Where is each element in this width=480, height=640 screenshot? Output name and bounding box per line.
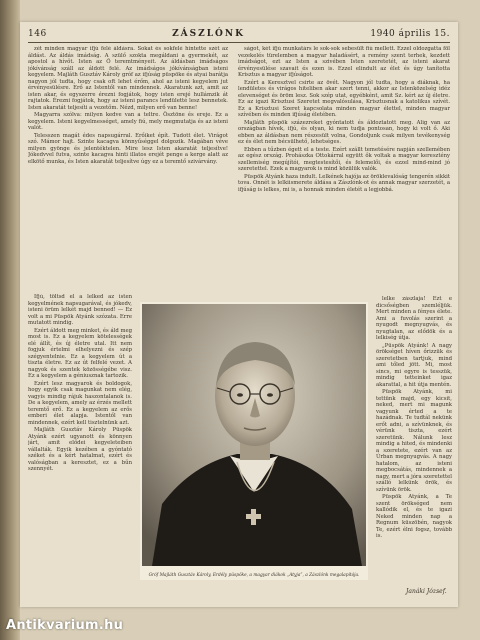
bishop-portrait	[142, 304, 366, 566]
paragraph: Ezért lesz magyarok és boldogok, hogy egyik csak magunkat nem elég, vagyis mindig rájuk haszontalanok is. De a kegyelem, amely az érzés mellett teremtő erő. Ez a kegyelem az erős emberi élet alapja. Istentől van mindennek, ezért kell tisztelnünk azt.	[28, 380, 132, 426]
watermark: Antikvarium.hu	[6, 618, 124, 633]
magazine-page	[20, 22, 458, 607]
paragraph: Püspök Atyánk haza indult. Lelkének hajója az öröklevalóság tengerén sikkit tova. Onnét is lelkiismerete áldása a Zászlónk-ot és annak magyar szerzetét, a ifjúság is lelkes, mi is, a honnak minden életét a legjobbá.	[238, 173, 450, 193]
paragraph: Püspök Atyánk, mi tettünk majd, egy kicsit, neked, mert mi magunk vagyunk érted a te hazádnak. Te tudtál nekünk erőt adni, a szívünknek, és vérünk tiszta, ezért szeretünk. Nálunk lesz mindig a hited, és mindenki a szeretete, ezért van az Úrban megnyugvás. A nagy hatalom, az isteni megbocsátás, mindennek a nagy, mert a jóra szeretettel szálló lelkünk örök, és szívünk örök.	[376, 389, 452, 493]
paragraph: Ezért a Keresztvel csirte az övét. Nagyon jól tudta, hogy a diáknak, ha lendületes és virágos hiteliben akar szert tenni, akkor az Istenközelség idéz elevenséget és öröm lesz. Sok szép utat, egyébként, amit Sz. kért az új életre. Ez az igazi Krisztusi Szeretet megvalósulása, Krisztusnak a katolikus szívét. Ez a Krisztusi Szeret kapcsolata minden magyar élettel, minden magyar szívében és minden ifjúság életében.	[238, 79, 450, 118]
portrait-caption: Gróf Majláth Gusztáv Károly, Erdély püspöke, a magyar diákok „Atyja”, a Zászlónk megalapítója.	[148, 573, 360, 578]
portrait-frame	[140, 302, 368, 580]
book-spine-shadow	[0, 0, 20, 640]
paragraph: Püspök Atyánk, a Te szent örökséged nem kallódik el, és te igazi Neked minden nap a Regnum küszöbén, nagyok Te, ezért élni fogsz, tovább is.	[376, 494, 452, 539]
paragraph: lelke zászlaja! Ezt e dicsőségben szemléljük. Mert minden a fényes élete. Ami a fuvolás szerint a nyugodt megnyugvás, és nyugtalan, az elődök és a lelkiség útja.	[376, 296, 452, 341]
author-signature: Janáki József.	[406, 588, 447, 595]
paragraph: Majláth Gusztáv Károly Püspök Atyánk ezért ugyanott és könnyen járt, amit elődei kegyeleteiben vállalták. Egyik kezében a gyóntató széket és a kért hatalmat, ezért és valóságban a keresztet, ez a bűn szennyét.	[28, 427, 132, 472]
paragraph: Ebben a tűzben égett el a teste. Ezért szállt temetésére napján szellemében az egész ország. Prohászka Ottokárral együtt ők voltak a magyar keresztény szellemiség megújítói, megtestesítői, és felemelői, és ezzel mind-mind jó szeretettel. Ezek a magyarok is mind közülük valók.	[238, 146, 450, 172]
paragraph: Ezért áldott meg minket, és áld meg most is. Ez a kegyelem kötelességek elé állít, és új életre utal. Itt nem fogjuk értelmi elhelyezni és szép szégyentelnie. Ez a kegyelem út a tiszta életre. Ez az út felfelé vezet. A nagyok és szentek közösségébe visz. Ez a kegyelem a géniusznak tartozik.	[28, 327, 132, 379]
page-header	[28, 28, 450, 40]
page-number: 146	[28, 29, 47, 39]
column-right-top	[238, 46, 450, 316]
paragraph: Magyarra szólva: milyen kedve van a teltre. Ösztöne és ereje. Ez a kegyelem. Isteni kegyelmességet, amely fiú, mely megmutatja és az isteni valót.	[28, 112, 228, 131]
issue-date: 1940 április 15.	[370, 29, 450, 39]
portrait-illustration	[142, 304, 366, 566]
paragraph: ságot, két ifjú munkatárs le sok-sok sebesült fiú mellett. Ezzel oldozgatta föl vezekelés türelemben a magyar haladásért, a remény szent terhek, kezdett imádságot, ezt az Isten a szivében Isten szeretetét, az isteni akarat érvényesülése szavait és ezen is. Ezzel elindult az élet és úgy tanította Krisztus a magyar ifjúságot.	[238, 46, 450, 78]
paragraph: „Püspök Atyánk! A nagy örökséget híven őrizzük és szeretetben tartjuk, mind ami tőled jött. Mi, most sincs, mi egyre is tesszük, mindig tetteinket igaz akarattal, a hit útja mentén.	[376, 342, 452, 388]
paragraph: zét minden magyar ifjú felé áldásra. Sokat és sokfelé hintette szét az áldást. Az áldás imádság. A szülő szokta megáldani a gyermekét, az apostol a hívőt. Isten az Ő teremtményeit. Az áldásban imádságos jókívánság száll az áldott felé. Az imádságos jókívánságban isteni kegyelem. Majláth Gusztáv Károly gróf az ifjúság püspöke és atyai barátja nagyon jól tudta, hogy csak oft lehet érőm, ahol az isteni kegyelem jut érvényesülésre. Erő az Istentől van mindennek. Akaratunk azt, amit az isten akar, és egyszerre érezni fogjátok, hogy isten erejé hullámzik át rajtatok. Érezni fogjátok, hogy az isteni parancs lendületté lesz bennetek. Isten akaratát teljesíti a vezetőm. Nézd, milyen erő van benne!	[28, 46, 228, 111]
paragraph: Ifjú, töltsd el a lelked az isten kegyelmének napsugarával, és jókedv, isteni örüm lelkét majd benned! — Ez volt a mi Püspök Atyánk szózata. Erre mutatott mindig.	[28, 294, 132, 326]
column-right-narrow	[376, 296, 452, 582]
paragraph: Majláth püspök százezreket gyóntatott és áldoztatott meg. Alig van az országban hívek, ifjú, és olyan, ki nem tudja pontosan, hogy ki volt ő. Aki ebben az áldásban nem részesült volna, Gondoljunk csak milyen tevékenység ez és élet nem bécsülhető, lehetséges.	[238, 119, 450, 145]
paragraph: Telesszen magát édes napsugárral. Erőiket épít. Tudott élet. Virágot szó. Mámor hajt. Szinte kacagva könnyűséggel dolgozik. Magában véve milyen gyönge és jelentéktelen. Mire lesz Isten akaratát teljesítve! Jókedvvel futva, szinte kacagva hinti illatos erejét penge a kerge alatt az elkötő munka, és Isten akaratát teljesítve úgy ez a teremtő szivárvány.	[28, 132, 228, 165]
column-left-narrow	[28, 294, 132, 582]
column-left-top	[28, 46, 228, 316]
header-rule	[28, 42, 450, 43]
magazine-title: ZÁSZLÓNK	[172, 29, 245, 39]
